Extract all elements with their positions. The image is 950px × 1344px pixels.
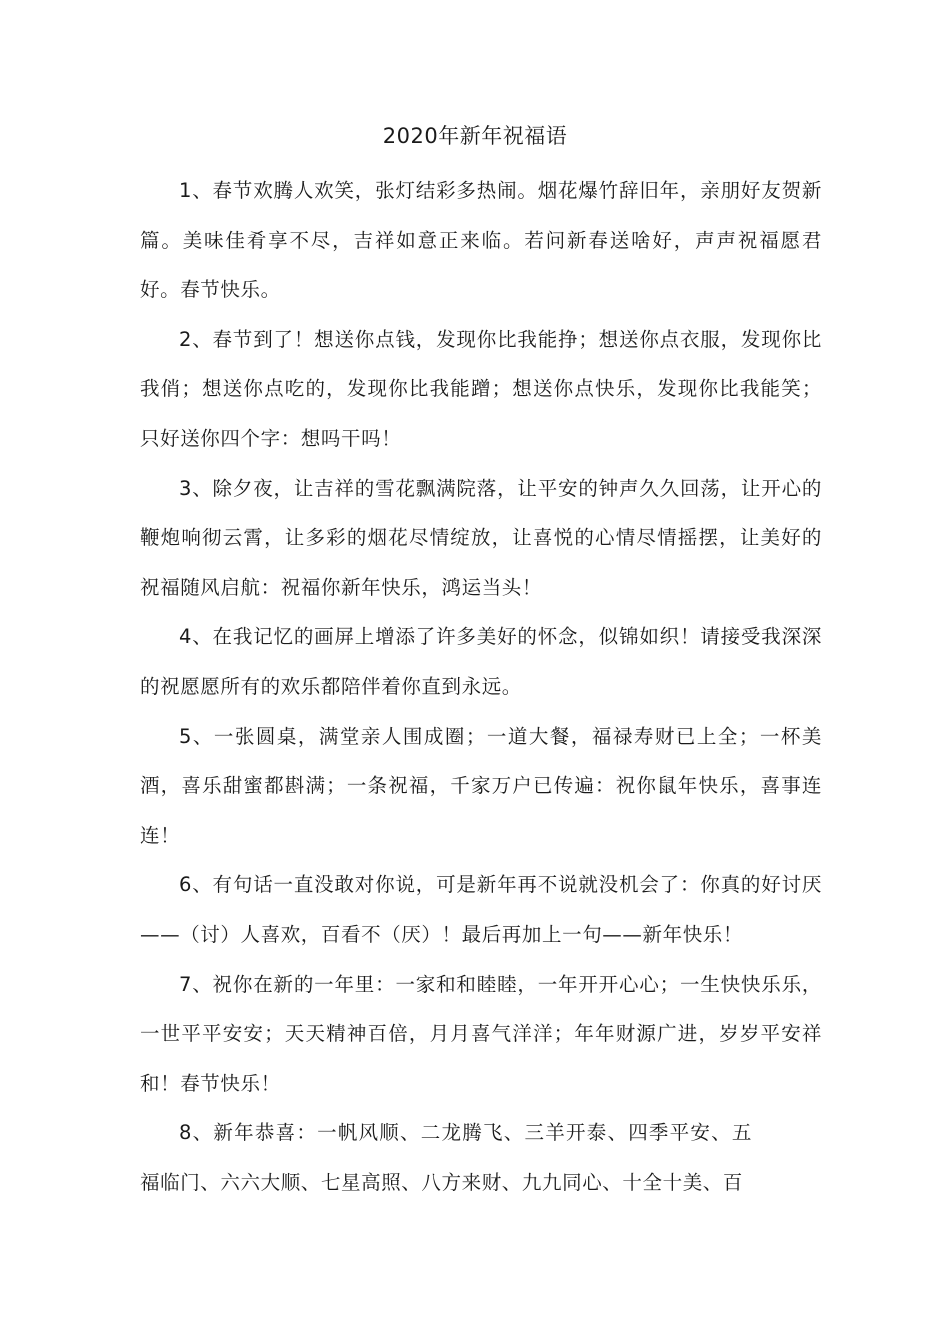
paragraph-3: 3、除夕夜，让吉祥的雪花飘满院落，让平安的钟声久久回荡，让开心的鞭炮响彻云霄，让多彩的烟花尽情绽放，让喜悦的心情尽情摇摆，让美好的祝福随风启航：祝福你新年快乐，鸿运当头！ xyxy=(140,476,822,599)
paragraph-2: 2、春节到了！想送你点钱，发现你比我能挣；想送你点衣服，发现你比我俏；想送你点吃的，发现你比我能蹭；想送你点快乐，发现你比我能笑；只好送你四个字：想吗干吗！ xyxy=(140,327,822,450)
paragraph-6: 6、有句话一直没敢对你说，可是新年再不说就没机会了：你真的好讨厌——（讨）人喜欢，百看不（厌）！最后再加上一句——新年快乐！ xyxy=(140,873,822,946)
document-title: 2020年新年祝福语 xyxy=(382,124,568,148)
paragraph-1: 1、春节欢腾人欢笑，张灯结彩多热闹。烟花爆竹辞旧年，亲朋好友贺新篇。美味佳肴享不尽，吉祥如意正来临。若问新春送啥好，声声祝福愿君好。春节快乐。 xyxy=(140,179,822,302)
paragraph-4: 4、在我记忆的画屏上增添了许多美好的怀念，似锦如织！请接受我深深的祝愿愿所有的欢乐都陪伴着你直到永远。 xyxy=(140,625,822,698)
paragraph-8: 8、新年恭喜：一帆风顺、二龙腾飞、三羊开泰、四季平安、五福临门、六六大顺、七星高照、八方来财、九九同心、十全十美、百 xyxy=(140,1121,752,1194)
document-body xyxy=(140,166,822,1207)
paragraph-5: 5、一张圆桌，满堂亲人围成圈；一道大餐，福禄寿财已上全；一杯美酒，喜乐甜蜜都斟满；一条祝福，千家万户已传遍：祝你鼠年快乐，喜事连连！ xyxy=(140,724,822,847)
paragraph-7: 7、祝你在新的一年里：一家和和睦睦，一年开开心心；一生快快乐乐，一世平平安安；天天精神百倍，月月喜气洋洋；年年财源广进，岁岁平安祥和！春节快乐！ xyxy=(140,972,822,1095)
